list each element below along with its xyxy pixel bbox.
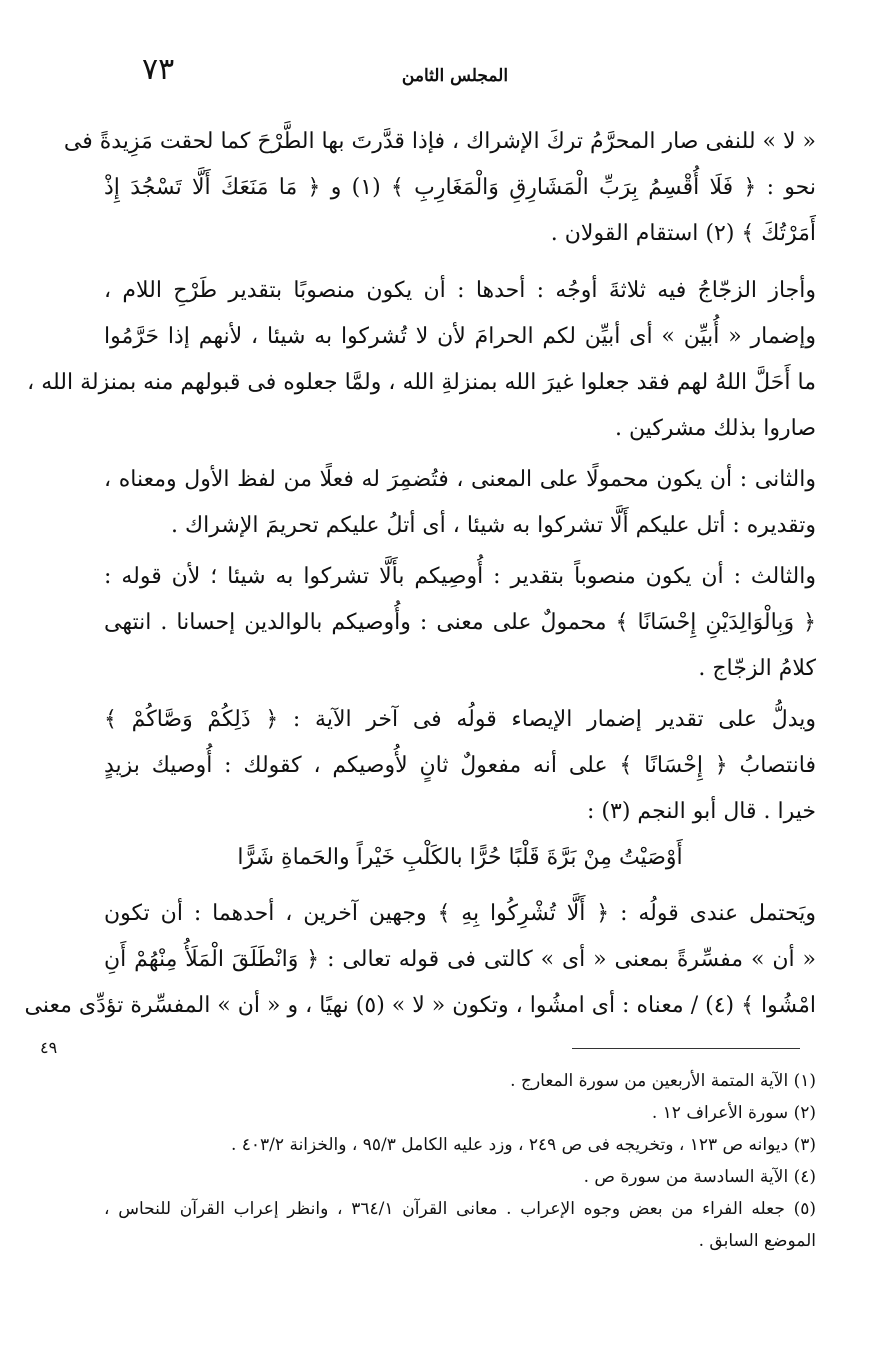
text-line: وإضمار « أُبيِّن » أى أبيِّن لكم الحرامَ لأن لا تُشركوا به شيئا ، لأنهم إذا حَرَّمُوا bbox=[104, 324, 816, 349]
text-line: « لا » للنفى صار المحرَّمُ تركَ الإشراك ، فإذا قدَّرتَ بها الطَّرْحَ كما لحقت مَزِيدةً فى bbox=[63, 129, 816, 154]
footnote-divider bbox=[572, 1048, 800, 1049]
text-line: صاروا بذلك مشركين . bbox=[614, 416, 816, 441]
text-line: خيرا . قال أبو النجم (٣) : bbox=[587, 799, 816, 824]
text-line: ويَحتمل عندى قولُه : ﴿ أَلَّا تُشْرِكُوا بِهِ ﴾ وجهين آخرين ، أحدهما : أن تكون bbox=[104, 901, 816, 926]
text-line: وتقديره : أتل عليكم أَلَّا تشركوا به شيئا ، أى أتلُ عليكم تحريمَ الإشراك . bbox=[171, 513, 816, 538]
footnote-line: الموضع السابق . bbox=[698, 1231, 816, 1251]
text-line: أَمَرْتُكَ ﴾ (٢) استقام القولان . bbox=[550, 221, 816, 246]
text-line: ما أَحَلَّ اللهُ لهم فقد جعلوا غيرَ الله بمنزلةِ الله ، ولمَّا جعلوه فى قبولهم منه بمنزلة الله ، bbox=[27, 370, 816, 395]
text-line: ويدلُّ على تقدير إضمار الإيصاء قولُه فى آخر الآية : ﴿ ذَلِكُمْ وَصَّاكُمْ ﴾ bbox=[104, 707, 816, 732]
footnote-line: (١) الآية المتمة الأربعين من سورة المعارج . bbox=[510, 1071, 816, 1091]
text-line: ﴿ وَبِالْوَالِدَيْنِ إِحْسَانًا ﴾ محمولٌ على معنى : وأُوصيكم بالوالدين إحسانا . انتهى bbox=[104, 610, 816, 635]
footnote-line: (٥) جعله الفراء من بعض وجوه الإعراب . معانى القرآن ٣٦٤/١ ، وانظر إعراب القرآن للنحاس ، bbox=[104, 1199, 816, 1219]
text-line: امْشُوا ﴾ (٤) / معناه : أى امشُوا ، وتكون « لا » (٥) نهيًا ، و « أن » المفسِّرة تؤدِّى معنى bbox=[24, 993, 816, 1018]
text-line: وأجاز الزجّاجُ فيه ثلاثةَ أوجُه : أحدها : أن يكون منصوبًا بتقدير طَرْحِ اللام ، bbox=[104, 278, 816, 303]
text-line: « أن » مفسِّرةً بمعنى « أى » كالتى فى قوله تعالى : ﴿ وَانْطَلَقَ الْمَلَأُ مِنْهُمْ أَنِ bbox=[104, 947, 816, 972]
text-line: نحو : ﴿ فَلَا أُقْسِمُ بِرَبِّ الْمَشَارِقِ وَالْمَغَارِبِ ﴾ (١) و ﴿ مَا مَنَعَكَ أَلَّا تَسْجُدَ إِذْ bbox=[104, 175, 816, 200]
text-line: والثانى : أن يكون محمولًا على المعنى ، فتُضمِرَ له فعلًا من لفظ الأول ومعناه ، bbox=[104, 467, 816, 492]
text-line: كلامُ الزجّاج . bbox=[698, 656, 816, 681]
footnote-line: (٢) سورة الأعراف ١٢ . bbox=[651, 1103, 816, 1123]
running-title: المجلس الثامن bbox=[401, 66, 509, 86]
footnote-line: (٤) الآية السادسة من سورة ص . bbox=[583, 1167, 816, 1187]
margin-page-number: ٤٩ bbox=[40, 1038, 58, 1057]
text-line: فانتصابُ ﴿ إِحْسَانًا ﴾ على أنه مفعولٌ ثانٍ لأُوصيكم ، كقولك : أُوصيك بزيدٍ bbox=[104, 753, 816, 778]
verse-line: أَوْصَيْتُ مِنْ بَرَّةَ قَلْبًا حُرًّا بالكَلْبِ خَيْراً والحَماةِ شَرًّا bbox=[237, 845, 683, 870]
footnote-line: (٣) ديوانه ص ١٢٣ ، وتخريجه فى ص ٢٤٩ ، وزد عليه الكامل ٩٥/٣ ، والخزانة ٤٠٣/٢ . bbox=[230, 1135, 816, 1155]
text-line: والثالث : أن يكون منصوباً بتقدير : أُوصِيكم بأَلَّا تشركوا به شيئا ؛ لأن قوله : bbox=[104, 564, 816, 589]
page-number: ٧٣ bbox=[142, 52, 175, 87]
